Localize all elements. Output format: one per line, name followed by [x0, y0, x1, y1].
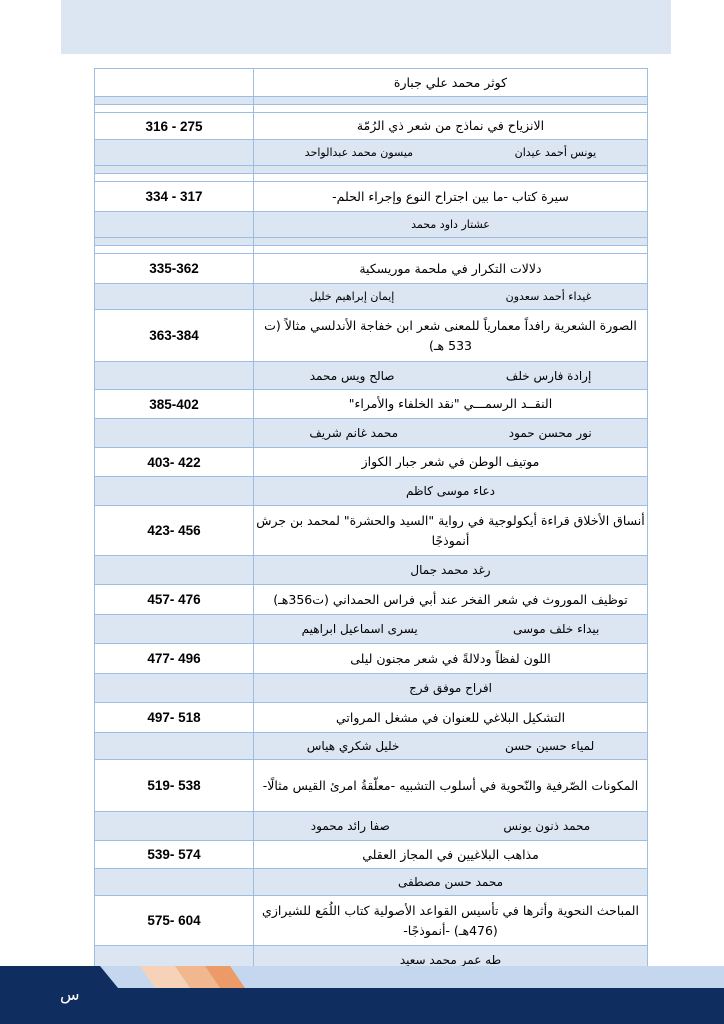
page-range: 385-402 [95, 390, 254, 419]
author-row [95, 477, 648, 506]
author-name: دعاء موسى كاظم [405, 484, 496, 498]
page-range: 423- 456 [95, 506, 254, 556]
page-range: 335-362 [95, 254, 254, 284]
author-name: طه عمر محمد سعيد [399, 952, 502, 967]
entry-title: التشكيل البلاغي للعنوان في مشغل المرواتي [254, 703, 648, 733]
entry-row [95, 310, 648, 362]
entry-title: دلالات التكرار في ملحمة موريسكية [254, 254, 648, 284]
page-range: 334 - 317 [95, 182, 254, 212]
entry-row [95, 585, 648, 615]
author-name: لمياء حسين حسن [504, 739, 595, 753]
author-row [95, 615, 648, 644]
author-name: نور محسن حمود [508, 426, 592, 440]
author-name: غيداء أحمد سعدون [505, 289, 592, 303]
author-name: يسرى اسماعيل ابراهيم [301, 622, 418, 636]
footer-band [0, 966, 724, 1024]
author-row [95, 212, 648, 238]
author-name: خليل شكري هياس [306, 739, 400, 753]
author-row [95, 674, 648, 703]
page-range: 575- 604 [95, 896, 254, 946]
contents-table [94, 68, 648, 974]
page-range: 403- 422 [95, 448, 254, 477]
author-name: إرادة فارس خلف [505, 368, 592, 383]
entry-row [95, 841, 648, 869]
entry-title: توظيف الموروث في شعر الفخر عند أبي فراس الحمداني (ت356هـ) [254, 585, 648, 615]
entry-row [95, 644, 648, 674]
author-name: محمد ذنون يونس [503, 819, 591, 833]
author-name: محمد غانم شريف [309, 426, 399, 440]
header-band [61, 0, 671, 54]
page-range: 363-384 [95, 310, 254, 362]
entry-row [95, 703, 648, 733]
page-number: س [60, 985, 80, 1004]
entry-title: الانزياح في نماذج من شعر ذي الرُمّة [254, 113, 648, 140]
entry-row [95, 760, 648, 812]
author-name: إيمان إبراهيم خليل [309, 289, 395, 303]
entry-row [95, 896, 648, 946]
author-row [95, 733, 648, 760]
entry-title: المباحث النحوية وأثرها في تأسيس القواعد الأصولية كتاب اللُمَع للشيرازي (476هـ) -أنموذجًا- [254, 896, 648, 946]
author-name: صالح ويس محمد [309, 368, 395, 383]
pages-cell [95, 69, 254, 97]
entry-row [95, 113, 648, 140]
entry-row [95, 448, 648, 477]
entry-title: النقــد الرسمـــي "نقد الخلفاء والأمراء" [254, 390, 648, 419]
author-row [95, 419, 648, 448]
entry-row [95, 390, 648, 419]
page-range: 497- 518 [95, 703, 254, 733]
page-range: 457- 476 [95, 585, 254, 615]
entry-title: اللون لفظاً ودلالةً في شعر مجنون ليلى [254, 644, 648, 674]
entry-row [95, 254, 648, 284]
entry-row [95, 506, 648, 556]
page-range: 539- 574 [95, 841, 254, 869]
author-row [95, 869, 648, 896]
entry-title: سيرة كتاب -ما بين اجتراح النوع وإجراء الحلم- [254, 182, 648, 212]
page-range: 477- 496 [95, 644, 254, 674]
page-range: 519- 538 [95, 760, 254, 812]
entry-title: مذاهب البلاغيين في المجاز العقلي [254, 841, 648, 869]
author-name: يونس أحمد عيدان [514, 145, 597, 159]
entry-title: الصورة الشعرية رافداً معمارياً للمعنى شعر ابن خفاجة الأندلسي مثالاً (ت 533 هـ) [254, 310, 648, 362]
author-name: محمد حسن مصطفى [397, 875, 504, 889]
author-name: صفا رائد محمود [310, 819, 390, 833]
author-row [95, 140, 648, 166]
author-row [95, 556, 648, 585]
page-range: 316 - 275 [95, 113, 254, 140]
author-row [95, 284, 648, 310]
author-row [95, 362, 648, 390]
author-name: ميسون محمد عبدالواحد [304, 145, 414, 159]
entry-title: أنساق الأخلاق قراءة أيكولوجية في رواية "السيد والحشرة" لمحمد بن جرش أنموذجًا [254, 506, 648, 556]
entry-row [95, 182, 648, 212]
entry-title: موتيف الوطن في شعر جبار الكواز [254, 448, 648, 477]
author-name: كوثر محمد علي جبارة [254, 69, 648, 97]
author-name: عشتار داود محمد [411, 217, 490, 231]
author-name: بيداء خلف موسى [513, 622, 600, 636]
author-name: افراح موفق فرج [409, 681, 492, 695]
entry-title: المكونات الصّرفية والنّحوية في أسلوب التشبيه -معلّقةُ امرئ القيس مثالًا- [254, 760, 648, 812]
author-row [95, 812, 648, 841]
author-name: رغد محمد جمال [410, 563, 491, 577]
header-row [95, 69, 648, 97]
